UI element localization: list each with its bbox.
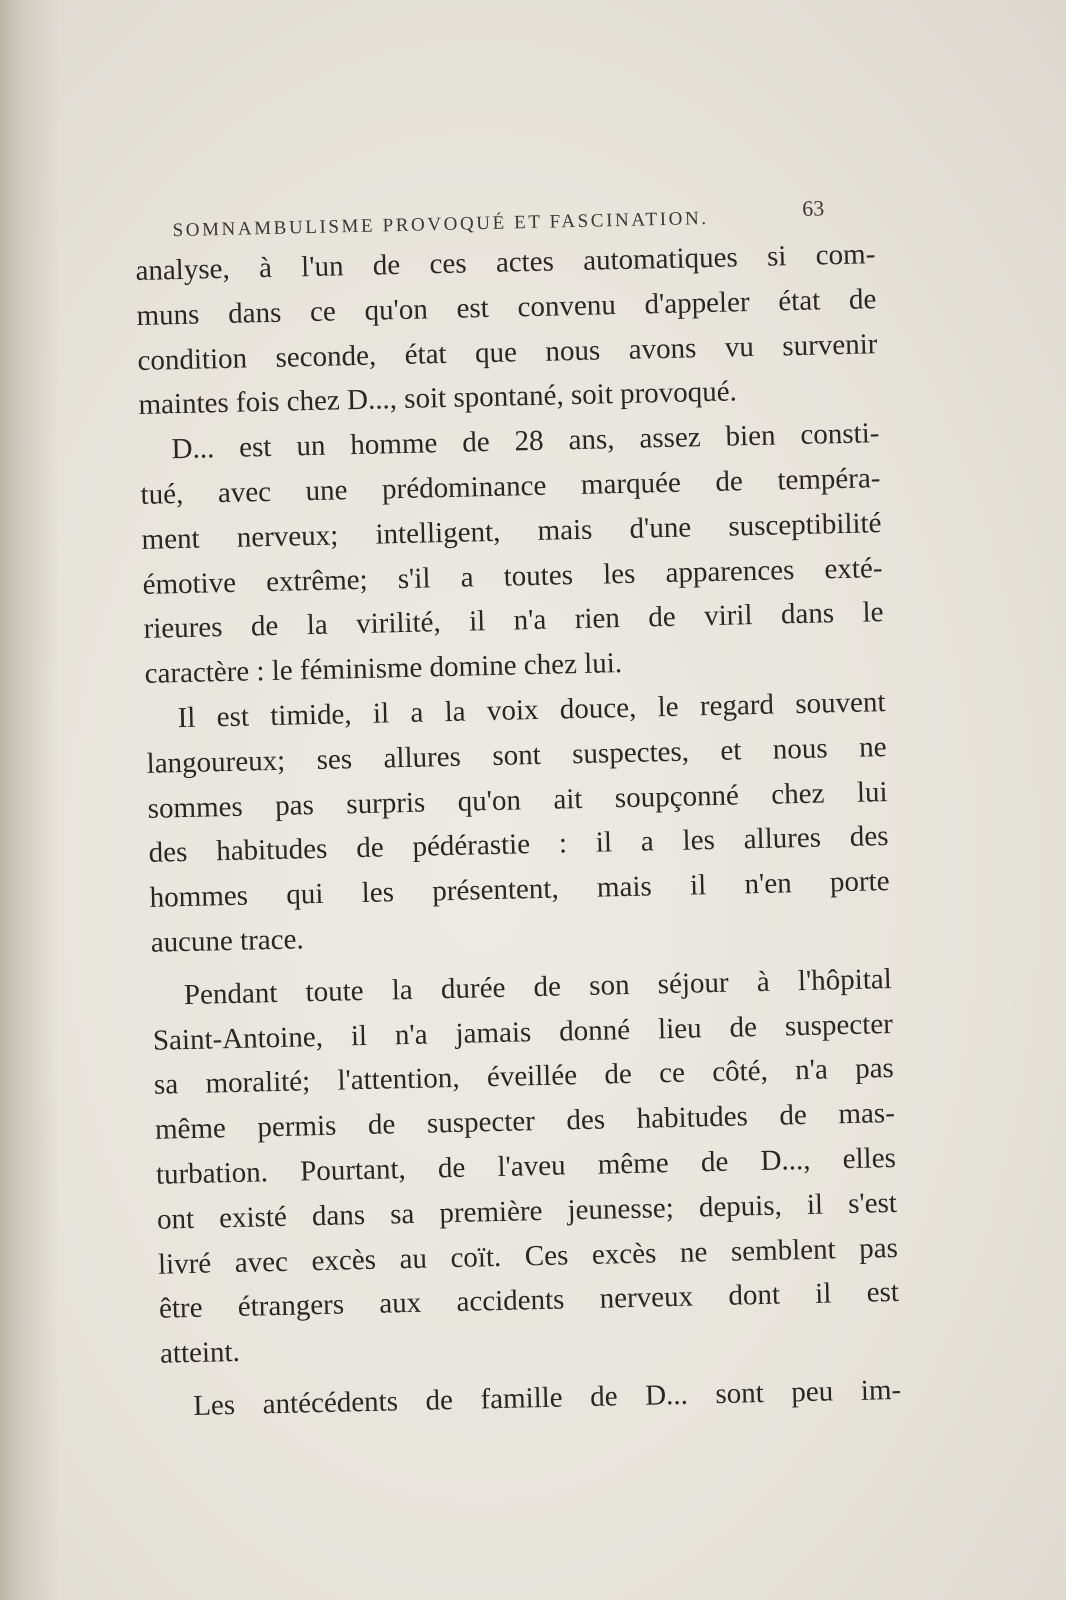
text-line: condition seconde, état que nous avons vu survenir	[137, 327, 878, 377]
text-line: D... est un homme de 28 ans, assez bien consti-	[171, 417, 880, 466]
text-line: atteint.	[159, 1336, 241, 1370]
text-line: tué, avec une prédominance marquée de tempéra-	[140, 462, 881, 511]
text-line: sa moralité; l'attention, éveillée de ce côté, n'a pas	[153, 1052, 895, 1102]
text-line: ont existé dans sa première jeunesse; depuis, il s'est	[156, 1186, 898, 1236]
text-line: émotive extrême; s'il a toutes les apparences exté-	[142, 551, 883, 601]
text-line: caractère : le féminisme domine chez lui.	[144, 647, 623, 691]
text-line: hommes qui les présentent, mais il n'en porte	[149, 865, 890, 914]
text-line: Il est timide, il a la voix douce, le regard souvent	[177, 686, 886, 735]
text-line: analyse, à l'un de ces actes automatiques si com-	[135, 238, 876, 287]
page-number: 63	[801, 195, 825, 221]
text-line: maintes fois chez D..., soit spontané, soit provoqué.	[138, 375, 738, 422]
text-line: Saint-Antoine, il n'a jamais donné lieu de suspecter	[152, 1007, 894, 1057]
text-line: livré avec excès au coït. Ces excès ne semblent pas	[157, 1231, 899, 1281]
text-line: être étrangers aux accidents nerveux dont il est	[158, 1276, 900, 1326]
paragraph-3	[145, 680, 891, 966]
text-line: ment nerveux; intelligent, mais d'une susceptibilité	[141, 506, 882, 556]
text-line: rieures de la virilité, il n'a rien de viril dans le	[143, 596, 884, 646]
paragraph-1	[135, 232, 879, 428]
text-line: aucune trace.	[150, 923, 305, 959]
text-block	[134, 188, 902, 1429]
text-line: sommes pas surpris qu'on ait soupçonné chez lui	[147, 775, 888, 825]
text-line: muns dans ce qu'on est convenu d'appeler état de	[136, 282, 877, 332]
binding-shadow	[0, 0, 60, 1600]
text-line: langoureux; ses allures sont suspectes, et nous ne	[146, 730, 887, 780]
text-line: Les antécédents de famille de D... sont peu im-	[192, 1373, 902, 1422]
text-line: des habitudes de pédérastie : il a les allures des	[148, 820, 889, 870]
running-head-title: SOMNAMBULISME PROVOQUÉ ET FASCINATION.	[172, 207, 709, 242]
text-line: même permis de suspecter des habitudes de mas-	[154, 1097, 896, 1146]
paragraph-2	[139, 411, 885, 697]
paragraph-4	[151, 957, 900, 1377]
text-line: turbation. Pourtant, de l'aveu même de D..., elles	[155, 1141, 897, 1191]
text-line: Pendant toute la durée de son séjour à l'hôpital	[183, 962, 893, 1011]
